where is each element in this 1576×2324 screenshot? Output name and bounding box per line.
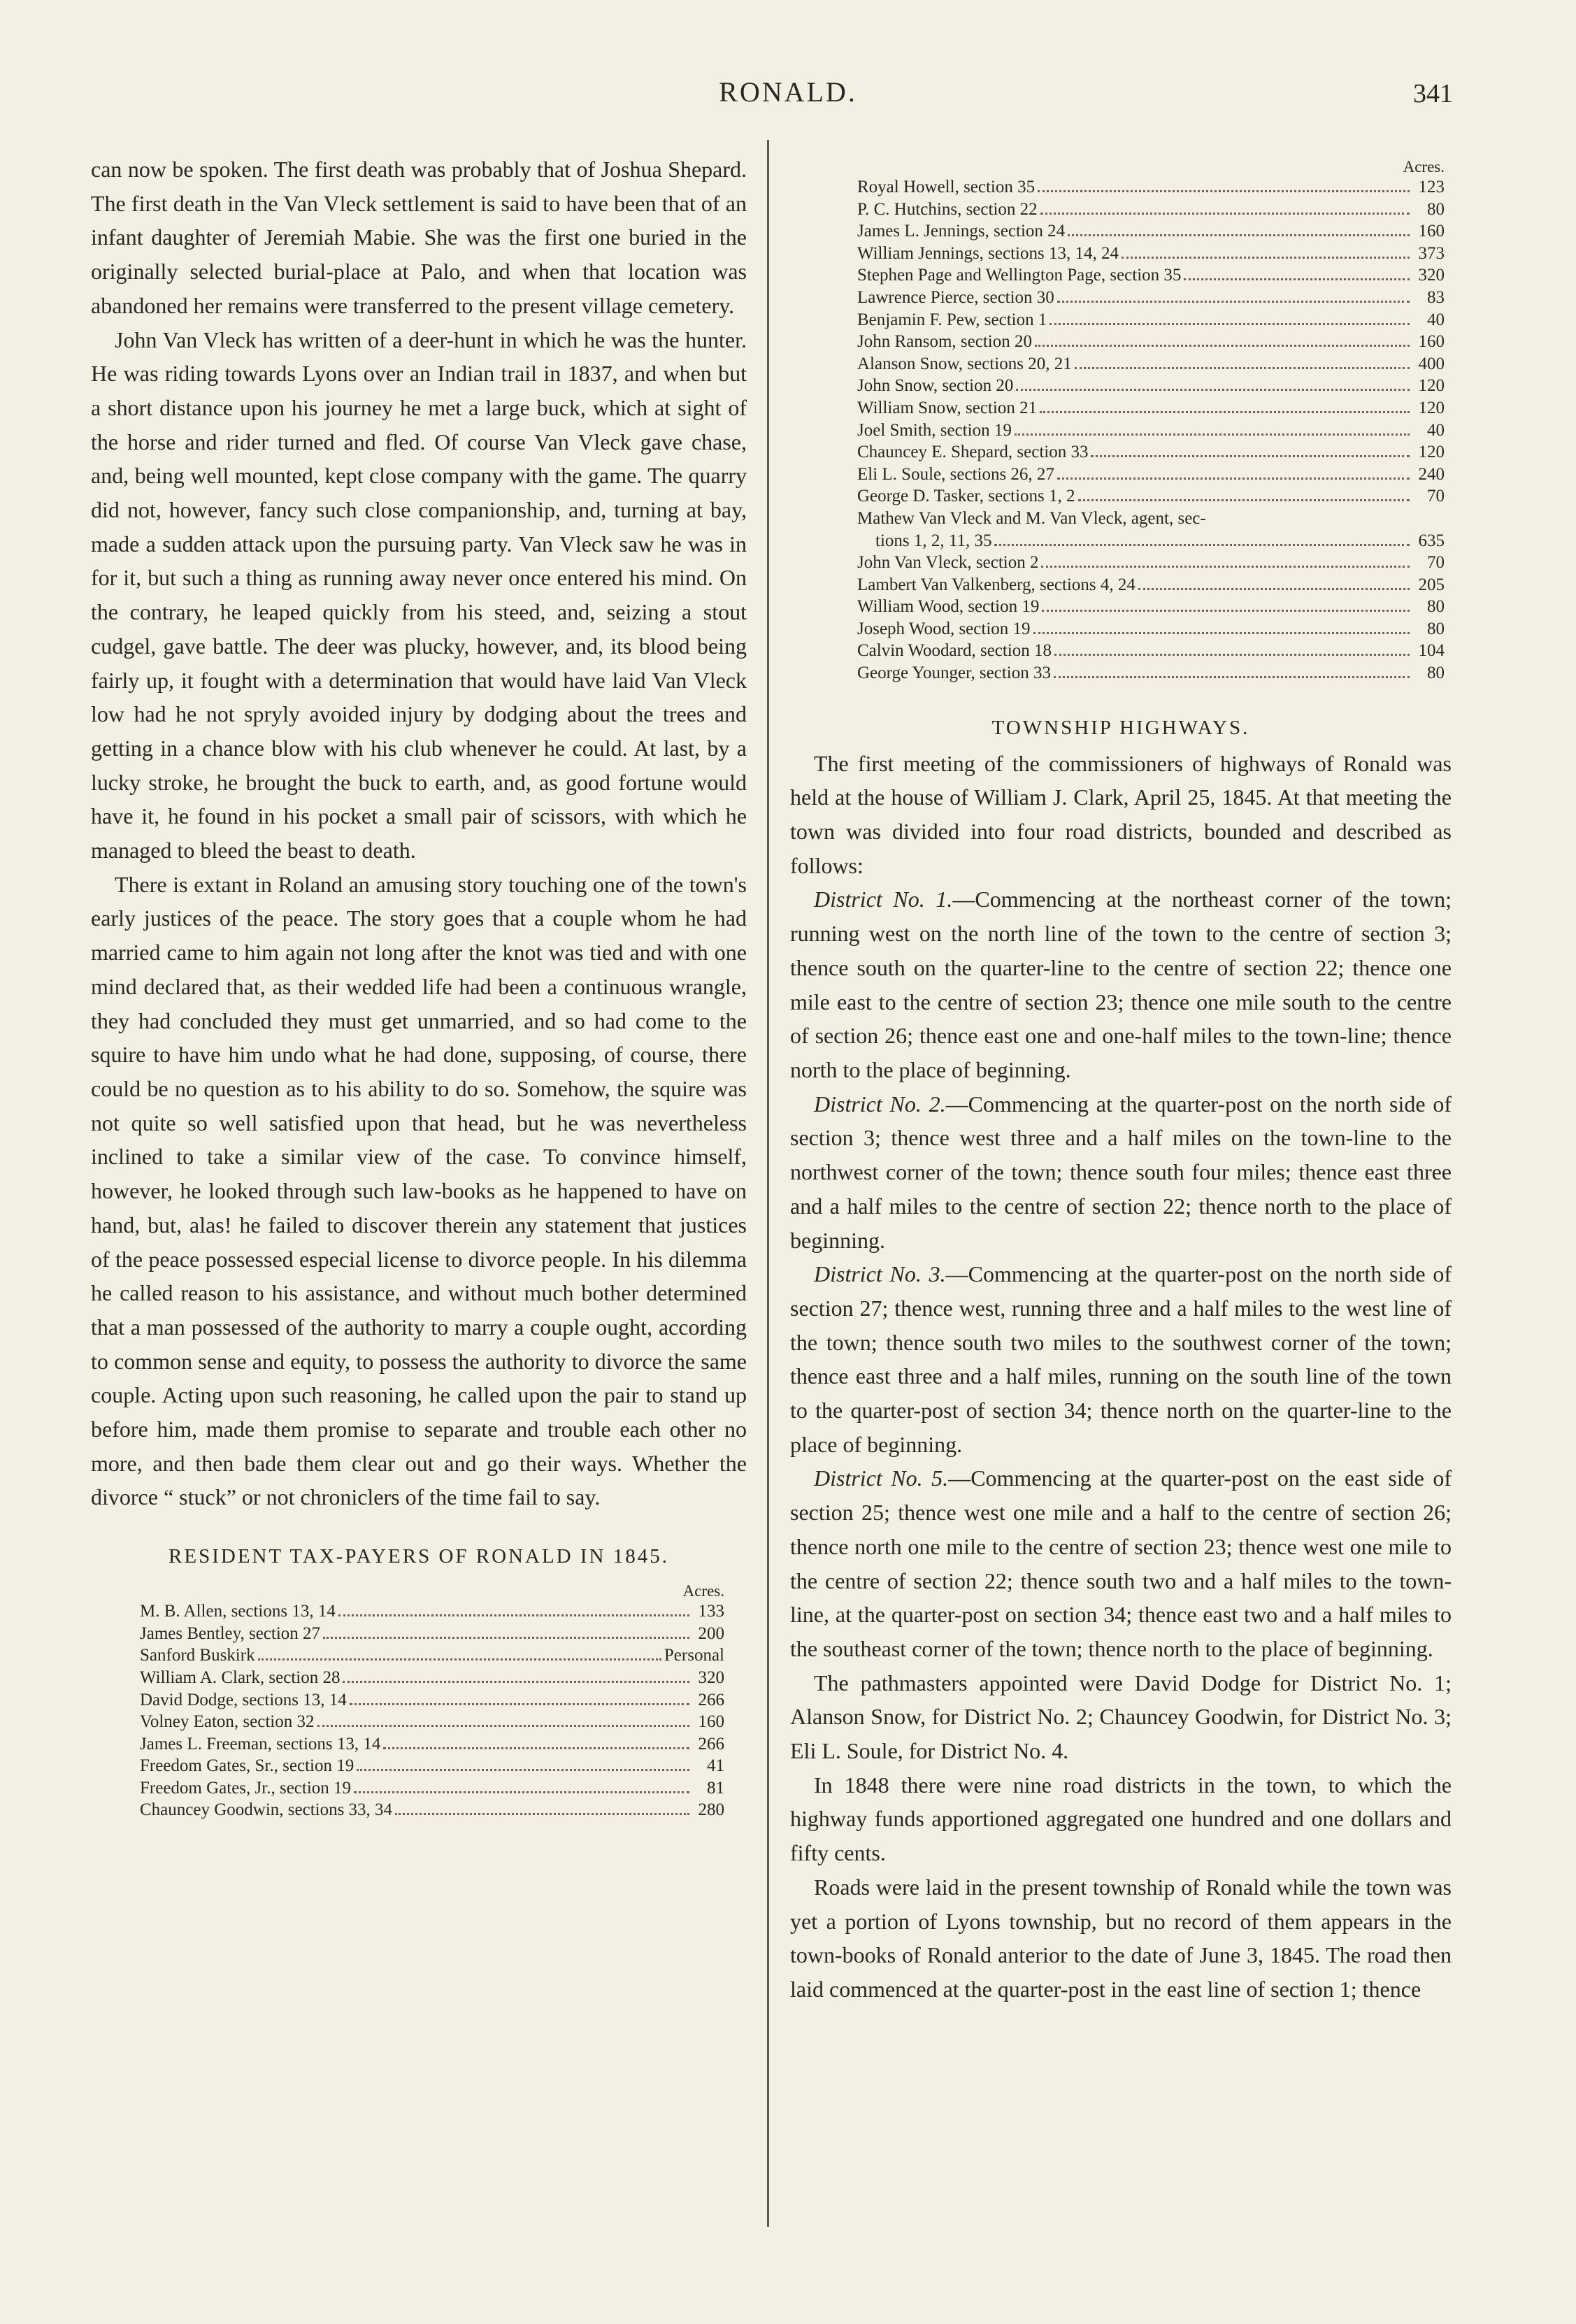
acres-value: 266 [698, 1690, 724, 1709]
taxpayer-name: Chauncey E. Shepard, section 33 [857, 443, 1089, 462]
table-row [857, 309, 1445, 331]
table-row [140, 1711, 724, 1733]
paragraph-district-1 [790, 882, 1452, 1086]
page-number: 341 [1413, 79, 1453, 108]
highways-heading: TOWNSHIP HIGHWAYS. [991, 716, 1250, 739]
taxpayer-name: William A. Clark, section 28 [140, 1667, 341, 1687]
taxpayer-name: Calvin Woodard, section 18 [857, 641, 1052, 661]
acres-value: 205 [1418, 575, 1445, 594]
acres-column-header [140, 1582, 724, 1600]
leader-dots [383, 1747, 689, 1749]
table-row [857, 441, 1445, 464]
leader-dots [1091, 455, 1410, 457]
paragraph-deer-hunt: John Van Vleck has written of a deer-hunt in which he was the hunter. He was riding towards Lyons over an Indian trail in 1837, and when but a short distance upon his journey he met a large buck, which at sight of the horse and rider turned and fled. Of course Van Vleck gave chase, and, being well mounted, kept close company with the game. The quarry did not, however, fancy such close companionship, and, turning at bay, made a sudden attack upon the pursuing party. Van Vleck saw he was in for it, but such a thing as running away never once entered his mind. On the contrary, he leaped quickly from his steed, and, seizing a stout cudgel, gave battle. The deer was plucky, however, and, its blood being fairly up, it fought with a determination that would have laid Van Vleck low had he not spryly avoided injury by dodging about the trees and getting in a chance blow with his club whenever he could. At last, by a lucky stroke, he brought the buck to earth, and, as good fortune would have it, he found in his pocket a small pair of scissors, with which he managed to bleed the beast to death. [91, 327, 747, 863]
leader-dots [317, 1725, 690, 1727]
acres-value: 80 [1427, 619, 1445, 638]
leader-dots [350, 1703, 689, 1705]
acres-value: 400 [1418, 354, 1445, 373]
table-row [140, 1733, 724, 1756]
leader-dots [1033, 632, 1410, 634]
acres-value: 160 [1418, 222, 1445, 241]
acres-value: 70 [1427, 553, 1445, 573]
acres-value: 160 [1418, 332, 1445, 352]
taxpayer-name: Royal Howell, section 35 [857, 178, 1036, 196]
table-row [140, 1777, 724, 1800]
paragraph-district-3 [790, 1257, 1452, 1461]
paragraph-justice-story: There is extant in Roland an amusing story touching one of the town's early justices of the peace. The story goes that a couple whom he had married came to him again not long after the knot was tied and with one mind declared that, as their wedded life had been a continuous wrangle, they had concluded they must get unmarried, and so had come to the squire to have him undo what he had done, supposing, of course, there could be no question as to his ability to do so. Somehow, the squire was not quite so well satisfied upon that head, but he was nevertheless inclined to take a similar view of the case. To convince himself, however, he looked through such law-books as he happened to have on hand, but, alas! he failed to discover therein any statement that justices of the peace possessed especial license to divorce people. In his dilemma he called reason to his assistance, and without much bother determined that a man possessed of the authority to marry a couple ought, according to common sense and equity, to possess the authority to divorce the same couple. Acting upon such reasoning, he called upon the pair to stand up before him, made them promise to separate and trouble each other no more, and then bade them clear out and go their ways. Whether the divorce “ stuck” or not chroniclers of the time fail to say. [91, 871, 747, 1510]
table-row [857, 199, 1445, 221]
acres-value: 70 [1427, 487, 1445, 506]
table-row [857, 662, 1445, 684]
taxpayer-name: Benjamin F. Pew, section 1 [857, 310, 1047, 329]
table-row [857, 485, 1445, 508]
acres-value: 80 [1427, 664, 1445, 683]
leader-dots [1040, 213, 1410, 215]
acres-value: 320 [1418, 266, 1445, 285]
leader-dots [1042, 610, 1410, 612]
acres-value: 635 [1418, 531, 1445, 550]
taxpayer-name: James L. Jennings, section 24 [857, 222, 1066, 241]
leader-dots [1122, 257, 1410, 259]
table-row [857, 574, 1445, 596]
district-label: District No. 3. [814, 1261, 946, 1287]
table-row-vanvleck-second-line [857, 530, 1445, 552]
leader-dots [338, 1614, 689, 1616]
acres-value: 80 [1427, 597, 1445, 617]
taxpayer-name: Freedom Gates, Sr., section 19 [140, 1756, 354, 1776]
acres-value: 320 [698, 1667, 724, 1687]
taxpayer-name: Volney Eaton, section 32 [140, 1712, 315, 1732]
leader-dots [258, 1658, 661, 1660]
acres-value: 40 [1427, 420, 1445, 440]
table-row [857, 375, 1445, 397]
taxpayer-name: Lambert Van Valkenberg, sections 4, 24 [857, 575, 1136, 594]
taxpayer-name: M. B. Allen, sections 13, 14 [140, 1602, 336, 1621]
taxpayer-name: William Snow, section 21 [857, 398, 1038, 417]
taxpayer-name: Mathew Van Vleck and M. Van Vleck, agent, sec- [857, 508, 1206, 528]
paragraph-first-death: can now be spoken. The first death was probably that of Joshua Shepard. The first death in the Van Vleck settlement is said to have been that of an infant daughter of Jeremiah Mabie. She was the first one buried in the originally selected burial-place at Palo, and when that location was abandoned her remains were transferred to the present village cemetery. [91, 157, 747, 318]
acres-value: 160 [698, 1712, 724, 1732]
taxpayer-name: John Van Vleck, section 2 [857, 553, 1039, 573]
acres-value: 41 [707, 1756, 724, 1776]
table-row [140, 1623, 724, 1645]
leader-dots [1035, 345, 1410, 347]
acres-value: 120 [1418, 376, 1445, 396]
taxpayer-name: Alanson Snow, sections 20, 21 [857, 354, 1072, 373]
paragraph-district-5 [790, 1461, 1452, 1665]
acres-value: 123 [1418, 178, 1445, 196]
right-column [790, 158, 1452, 2007]
leader-dots [1184, 278, 1410, 280]
leader-dots [1015, 433, 1410, 436]
leader-dots [1138, 588, 1410, 590]
leader-dots [395, 1813, 689, 1815]
taxpayers-table-right [857, 158, 1445, 684]
leader-dots [1040, 411, 1410, 413]
taxpayer-name: James L. Freeman, sections 13, 14 [140, 1734, 381, 1753]
acres-value: 80 [1427, 199, 1445, 219]
taxpayers-heading: RESIDENT TAX-PAYERS OF RONALD IN 1845. [169, 1545, 669, 1568]
running-head: RONALD. [719, 76, 857, 108]
paragraph-roads-laid: Roads were laid in the present township of Ronald while the town was yet a portion of Lyons township, but no record of them appears in the town-books of Ronald anterior to the date of June 3, 1845. The road then laid commenced at the quarter-post in the east line of section 1; thence [790, 1874, 1452, 2002]
table-row [857, 419, 1445, 442]
acres-column-header [857, 158, 1445, 176]
acres-value: 240 [1418, 464, 1445, 484]
leader-dots [1050, 323, 1410, 325]
leader-dots [354, 1791, 689, 1793]
acres-label: Acres. [682, 1582, 724, 1600]
district-label: District No. 5. [814, 1465, 949, 1491]
taxpayer-name: Joseph Wood, section 19 [857, 619, 1031, 638]
leader-dots [343, 1681, 689, 1683]
taxpayer-name: Sanford Buskirk [140, 1646, 255, 1665]
table-row [857, 264, 1445, 287]
acres-value: 120 [1418, 398, 1445, 417]
left-column [91, 152, 747, 1821]
table-row-vanvleck-first-line [857, 508, 1445, 530]
table-row [857, 596, 1445, 618]
leader-dots [357, 1769, 689, 1771]
district-text: —Commencing at the quarter-post on the east side of section 25; thence west one mile and a half to the centre of section 26; thence north one mile to the centre of section 23; thence west one mile to the centre of section 22; thence south two and a half miles to the town-line, at the quarter-post on section 34; thence east two and a half miles to the southeast corner of the town; thence north to the place of beginning. [790, 1465, 1452, 1661]
district-label: District No. 1. [814, 887, 953, 912]
acres-value: 83 [1427, 287, 1445, 307]
paragraph-road-districts-1848: In 1848 there were nine road districts in the town, to which the highway funds apportioned aggregated one hundred and one dollars and fifty cents. [790, 1772, 1452, 1866]
table-row [857, 397, 1445, 419]
table-row [140, 1689, 724, 1712]
table-row [140, 1600, 724, 1623]
taxpayer-name: Eli L. Soule, sections 26, 27 [857, 464, 1054, 484]
leader-dots [1038, 190, 1410, 192]
taxpayer-name: John Ransom, section 20 [857, 332, 1032, 352]
taxpayer-name: George D. Tasker, sections 1, 2 [857, 487, 1075, 506]
taxpayer-name: Lawrence Pierce, section 30 [857, 287, 1054, 307]
acres-value: 133 [698, 1602, 724, 1621]
acres-value: Personal [664, 1646, 724, 1665]
table-row [140, 1644, 724, 1667]
taxpayer-name: Joel Smith, section 19 [857, 420, 1012, 440]
table-row [140, 1799, 724, 1821]
paragraph-district-2 [790, 1087, 1452, 1258]
leader-dots [1078, 499, 1410, 501]
acres-value: 200 [698, 1623, 724, 1643]
leader-dots [1075, 367, 1410, 369]
acres-value: 104 [1418, 641, 1445, 661]
taxpayer-name: David Dodge, sections 13, 14 [140, 1690, 347, 1709]
taxpayer-name: James Bentley, section 27 [140, 1623, 321, 1643]
leader-dots [1057, 301, 1410, 303]
table-row [857, 243, 1445, 265]
district-text: —Commencing at the northeast corner of the town; running west on the north line of the town to the centre of section 3; thence south on the quarter-line to the centre of section 22; thence one mile east to the centre of section 23; thence one mile south to the centre of section 26; thence east one and one-half miles to the town-line; thence north to the place of beginning. [790, 887, 1452, 1082]
taxpayer-name-continued: tions 1, 2, 11, 35 [875, 531, 992, 550]
acres-value: 120 [1418, 443, 1445, 462]
taxpayer-name: Chauncey Goodwin, sections 33, 34 [140, 1800, 393, 1820]
column-divider [767, 140, 769, 2227]
table-row [857, 220, 1445, 243]
taxpayer-name: John Snow, section 20 [857, 376, 1014, 396]
table-row [857, 331, 1445, 353]
paragraph-highways-intro: The first meeting of the commissioners of highways of Ronald was held at the house of William J. Clark, April 25, 1845. At that meeting the town was divided into four road districts, bounded and described as follows: [790, 750, 1452, 878]
paragraph-pathmasters: The pathmasters appointed were David Dodge for District No. 1; Alanson Snow, for District No. 2; Chauncey Goodwin, for District No. 3; Eli L. Soule, for District No. 4. [790, 1670, 1452, 1764]
leader-dots [994, 544, 1410, 546]
table-row [140, 1667, 724, 1689]
acres-value: 266 [698, 1734, 724, 1753]
table-row [857, 287, 1445, 309]
table-row [857, 176, 1445, 199]
taxpayer-name: William Jennings, sections 13, 14, 24 [857, 243, 1119, 263]
taxpayer-name: Stephen Page and Wellington Page, section 35 [857, 266, 1182, 285]
acres-value: 373 [1418, 243, 1445, 263]
acres-value: 280 [698, 1800, 724, 1820]
taxpayer-name: Freedom Gates, Jr., section 19 [140, 1778, 352, 1798]
acres-label: Acres. [1403, 158, 1445, 175]
district-label: District No. 2. [814, 1091, 946, 1117]
district-text: —Commencing at the quarter-post on the north side of section 27; thence west, running three and a half miles to the west line of the town; thence south two miles to the southwest corner of the town; thence east three and a half miles, running on the south line of the town to the quarter-post of section 34; thence north on the quarter-line to the place of beginning. [790, 1261, 1452, 1457]
leader-dots [1054, 654, 1410, 656]
leader-dots [1041, 566, 1410, 568]
table-row [857, 353, 1445, 375]
district-text: —Commencing at the quarter-post on the north side of section 3; thence west three and a half miles on the town-line to the northwest corner of the town; thence south four miles; thence east three and a half miles to the centre of section 22; thence north to the place of beginning. [790, 1091, 1452, 1253]
table-row [140, 1755, 724, 1777]
acres-value: 40 [1427, 310, 1445, 329]
leader-dots [1057, 478, 1410, 480]
taxpayer-name: P. C. Hutchins, section 22 [857, 199, 1038, 219]
taxpayers-table-left [140, 1582, 724, 1821]
leader-dots [1016, 389, 1410, 391]
table-row [857, 640, 1445, 662]
acres-value: 81 [707, 1778, 724, 1798]
leader-dots [323, 1637, 689, 1639]
leader-dots [1054, 676, 1410, 678]
table-row [857, 552, 1445, 574]
taxpayer-name: George Younger, section 33 [857, 664, 1051, 683]
taxpayer-name: William Wood, section 19 [857, 597, 1040, 617]
table-row [857, 618, 1445, 640]
leader-dots [1068, 234, 1410, 236]
table-row [857, 464, 1445, 486]
